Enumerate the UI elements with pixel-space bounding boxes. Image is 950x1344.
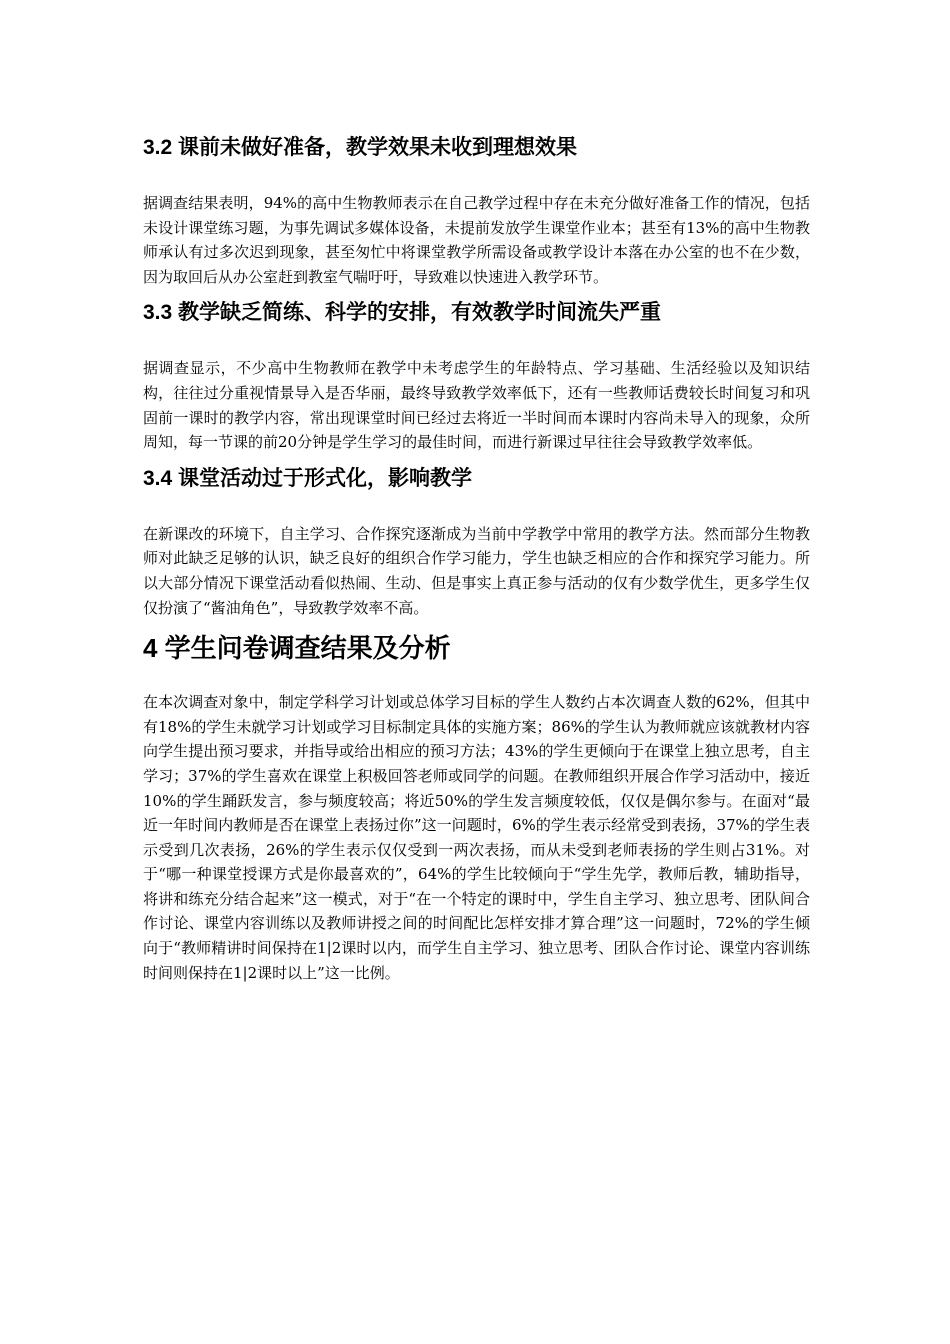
section-heading-3-2: 3.2 课前未做好准备，教学效果未收到理想效果: [143, 136, 578, 159]
section-paragraph-3-4: 在新课改的环境下，自主学习、合作探究逐渐成为当前中学教学中常用的教学方法。然而部分生物教师对此缺乏足够的认识，缺乏良好的组织合作学习能力，学生也缺乏相应的合作和探究学习能力。所以大部分情况下课堂活动看似热闹、生动、但是事实上真正参与活动的仅有少数学优生，更多学生仅仅扮演了“酱油角色”，导致教学效率不高。: [143, 524, 810, 617]
section-heading-3-3: 3.3 教学缺乏简练、科学的安排，有效教学时间流失严重: [143, 301, 662, 325]
document-page: [143, 130, 810, 985]
section-heading-4: 4 学生问卷调查结果及分析: [143, 633, 451, 664]
section-heading-3-4: 3.4 课堂活动过于形式化，影响教学: [143, 466, 473, 490]
section-paragraph-3-3: 据调查显示，不少高中生物教师在教学中未考虑学生的年龄特点、学习基础、生活经验以及知识结构，往往过分重视情景导入是否华丽，最终导致教学效率低下，还有一些教师话费较长时间复习和巩固前一课时的教学内容，常出现课堂时间已经过去将近一半时间而本课时内容尚未导入的现象，众所周知，每一节课的前20分钟是学生学习的最佳时间，而进行新课过早往往会导致教学效率低。: [143, 359, 810, 452]
section-paragraph-4: 在本次调查对象中，制定学科学习计划或总体学习目标的学生人数约占本次调查人数的62%，但其中有18%的学生未就学习计划或学习目标制定具体的实施方案；86%的学生认为教师就应该就教材内容向学生提出预习要求，并指导或给出相应的预习方法；43%的学生更倾向于在课堂上独立思考，自主学习；37%的学生喜欢在课堂上积极回答老师或同学的问题。在教师组织开展合作学习活动中，接近10%的学生踊跃发言，参与频度较高；将近50%的学生发言频度较低，仅仅是偶尔参与。在面对“最近一年时间内教师是否在课堂上表扬过你”这一问题时，6%的学生表示经常受到表扬，37%的学生表示受到几次表扬，26%的学生表示仅仅受到一两次表扬，而从未受到老师表扬的学生则占31%。对于“哪一种课堂授课方式是你最喜欢的”，64%的学生比较倾向于“学生先学，教师后教，辅助指导，将讲和练充分结合起来”这一模式，对于“在一个特定的课时中，学生自主学习、独立思考、团队间合作讨论、课堂内容训练以及教师讲授之间的时间配比怎样安排才算合理”这一问题时，72%的学生倾向于“教师精讲时间保持在1|2课时以内，而学生自主学习、独立思考、团队合作讨论、课堂内容训练时间则保持在1|2课时以上”这一比例。: [143, 693, 810, 982]
section-paragraph-3-2: 据调查结果表明，94%的高中生物教师表示在自己教学过程中存在未充分做好准备工作的情况，包括未设计课堂练习题，为事先调试多媒体设备，未提前发放学生课堂作业本；甚至有13%的高中生物教师承认有过多次迟到现象，甚至匆忙中将课堂教学所需设备或教学设计本落在办公室的也不在少数，因为取回后从办公室赶到教室气喘吁吁，导致难以快速进入教学环节。: [143, 194, 810, 286]
